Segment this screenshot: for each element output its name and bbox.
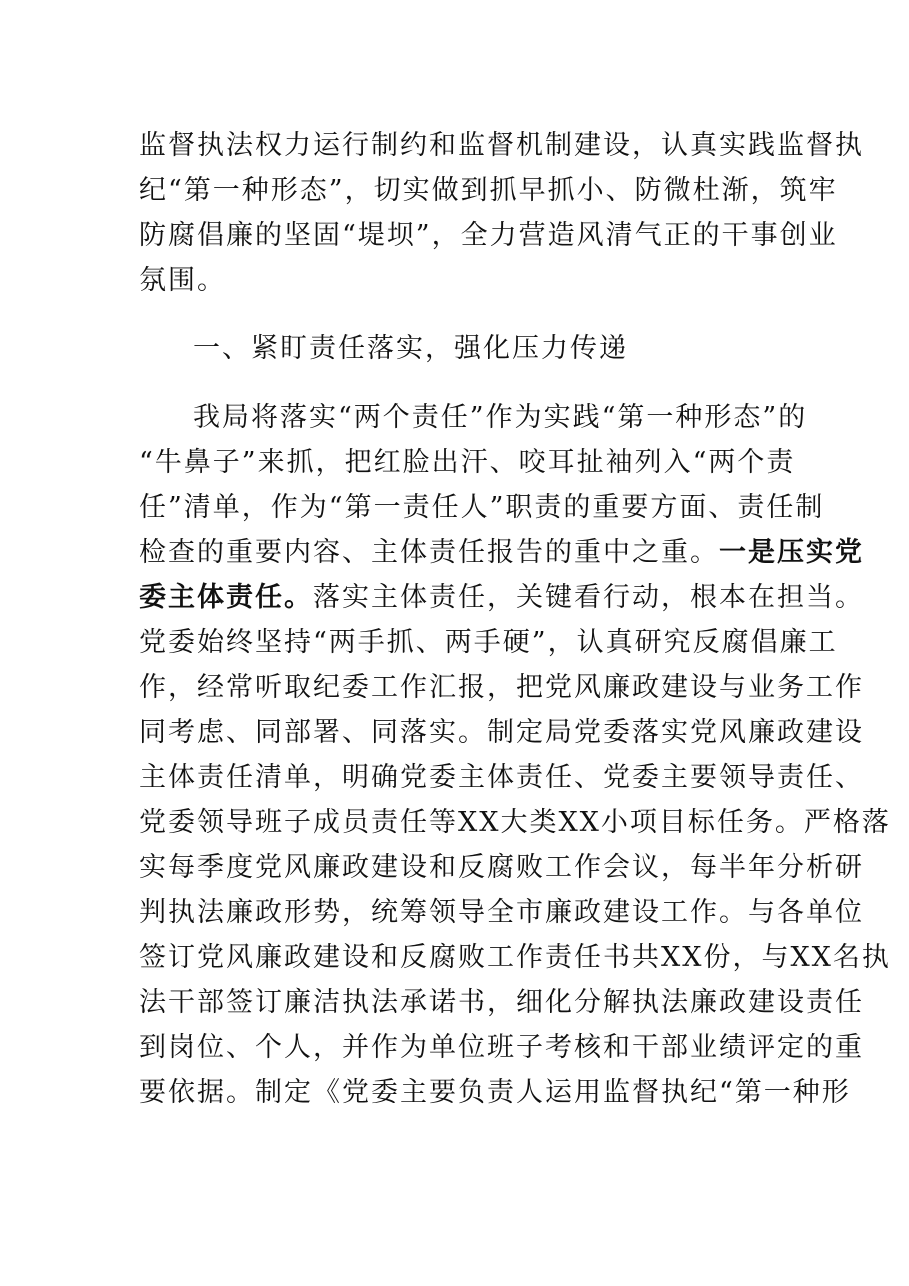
bold-text-segment: 委主体责任。 bbox=[139, 582, 313, 613]
text-line bbox=[139, 530, 864, 576]
text-line: 党委领导班子成员责任等XX大类XX小项目标任务。严格落 bbox=[139, 807, 891, 838]
text-line: “牛鼻子”来抓，把红脸出汗、咬耳扯袖列入“两个责 bbox=[139, 447, 796, 478]
bold-text-segment: 一是压实党 bbox=[719, 537, 864, 568]
text-line: 任”清单，作为“第一责任人”职责的重要方面、责任制 bbox=[139, 492, 825, 523]
text-line: 氛围。 bbox=[139, 265, 226, 296]
text-line: 党委始终坚持“两手抓、两手硬”，认真研究反腐倡廉工 bbox=[139, 627, 838, 658]
text-line: 判执法廉政形势，统筹领导全市廉政建设工作。与各单位 bbox=[139, 897, 864, 928]
text-line: 主体责任清单，明确党委主体责任、党委主要领导责任、 bbox=[139, 762, 864, 793]
text-line bbox=[139, 575, 864, 621]
text-line: 我局将落实“两个责任”作为实践“第一种形态”的 bbox=[193, 402, 808, 433]
text-line: 作，经常听取纪委工作汇报，把党风廉政建设与业务工作 bbox=[139, 672, 864, 703]
text-line: 实每季度党风廉政建设和反腐败工作会议，每半年分析研 bbox=[139, 852, 864, 883]
text-line: 防腐倡廉的坚固“堤坝”，全力营造风清气正的干事创业 bbox=[139, 220, 838, 251]
text-line: 法干部签订廉洁执法承诺书，细化分解执法廉政建设责任 bbox=[139, 987, 864, 1018]
text-segment: 落实主体责任，关键看行动，根本在担当。 bbox=[313, 582, 864, 613]
text-line: 同考虑、同部署、同落实。制定局党委落实党风廉政建设 bbox=[139, 717, 864, 748]
text-line: 纪“第一种形态”，切实做到抓早抓小、防微杜渐，筑牢 bbox=[139, 175, 838, 206]
text-line: 到岗位、个人，并作为单位班子考核和干部业绩评定的重 bbox=[139, 1032, 864, 1063]
section-heading: 一、紧盯责任落实，强化压力传递 bbox=[193, 333, 628, 364]
text-line: 签订党风廉政建设和反腐败工作责任书共XX份，与XX名执 bbox=[139, 942, 891, 973]
text-segment: 检查的重要内容、主体责任报告的重中之重。 bbox=[139, 537, 719, 568]
text-line: 监督执法权力运行制约和监督机制建设，认真实践监督执 bbox=[139, 130, 864, 161]
text-line: 要依据。制定《党委主要负责人运用监督执纪“第一种形 bbox=[139, 1077, 851, 1108]
